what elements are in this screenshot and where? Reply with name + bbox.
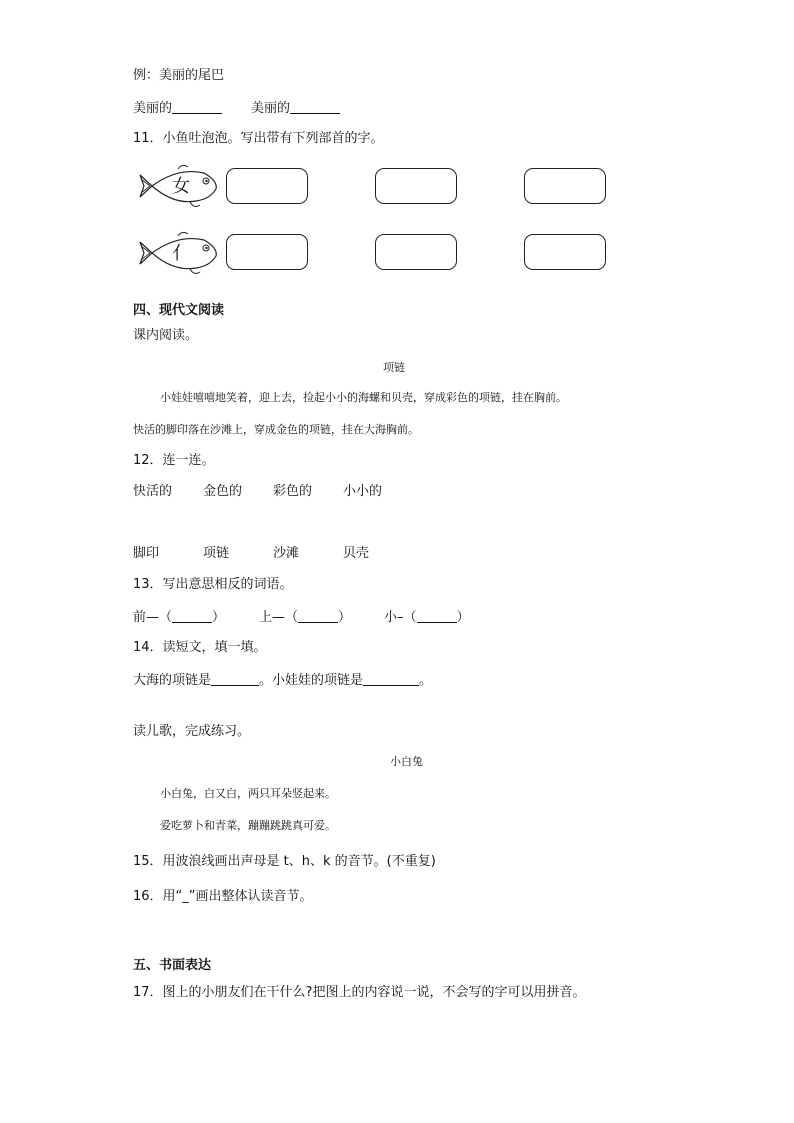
match-top-word-1[interactable]: 快活的 xyxy=(133,484,173,499)
antonym-prefix-1: 前—（ xyxy=(133,610,173,625)
antonym-prefix-3: 小–（ xyxy=(384,610,417,625)
antonym-blank-1[interactable] xyxy=(172,610,212,623)
necklace-blank-2[interactable] xyxy=(363,673,419,686)
poem-intro: 读儿歌，完成练习。 xyxy=(133,724,251,739)
section-4-title: 四、现代文阅读 xyxy=(133,303,225,318)
antonym-item-3 xyxy=(384,610,470,624)
section-5-title: 五、书面表达 xyxy=(133,958,212,973)
question-16-title: 16．用“_”画出整体认读音节。 xyxy=(133,889,313,904)
fill-part-1: 大海的项链是 xyxy=(133,673,212,688)
antonym-close-3: ） xyxy=(456,610,470,625)
passage-line-2: 快活的脚印落在沙滩上，穿成金色的项链，挂在大海胸前。 xyxy=(133,423,419,436)
antonym-item-2 xyxy=(259,610,351,624)
question-14-fill-row xyxy=(133,673,432,687)
radical-label-1: 女 xyxy=(172,176,190,197)
antonym-blank-2[interactable] xyxy=(298,610,338,623)
fill-blank-2[interactable] xyxy=(290,101,340,114)
answer-box-2-3[interactable] xyxy=(524,234,606,270)
necklace-blank-1[interactable] xyxy=(211,673,259,686)
answer-box-2-2[interactable] xyxy=(375,234,457,270)
question-14-title: 14．读短文，填一填。 xyxy=(133,640,267,655)
radical-label-2: 亻 xyxy=(172,243,190,264)
answer-box-1-3[interactable] xyxy=(524,168,606,204)
poem-line-1: 小白兔，白又白，两只耳朵竖起来。 xyxy=(160,787,336,800)
fill-part-2: 。小娃娃的项链是 xyxy=(259,673,364,688)
match-bottom-word-3[interactable]: 沙滩 xyxy=(273,546,300,561)
blank-prefix-1: 美丽的 xyxy=(133,101,173,116)
fish-icon xyxy=(138,228,218,278)
antonym-blank-3[interactable] xyxy=(417,610,457,623)
fill-blank-1[interactable] xyxy=(172,101,222,114)
match-top-word-4[interactable]: 小小的 xyxy=(343,484,383,499)
antonym-close-2: ） xyxy=(338,610,352,625)
fill-part-3: 。 xyxy=(419,673,433,688)
example-blank-row-1 xyxy=(133,101,222,115)
antonym-item-1 xyxy=(133,610,225,624)
match-bottom-word-2[interactable]: 项链 xyxy=(203,546,230,561)
match-top-word-3[interactable]: 彩色的 xyxy=(273,484,313,499)
example-blank-row-2 xyxy=(251,101,340,115)
section-4-intro: 课内阅读。 xyxy=(133,328,199,343)
question-12-title: 12．连一连。 xyxy=(133,453,215,468)
poem-title: 小白兔 xyxy=(390,755,423,768)
antonym-close-1: ） xyxy=(212,610,226,625)
question-15-title: 15．用波浪线画出声母是 t、h、k 的音节。(不重复) xyxy=(133,854,436,869)
poem-line-2: 爱吃萝卜和青菜，蹦蹦跳跳真可爱。 xyxy=(160,819,336,832)
example-text: 例：美丽的尾巴 xyxy=(133,68,225,83)
blank-prefix-2: 美丽的 xyxy=(251,101,291,116)
passage-line-1: 小娃娃嘻嘻地笑着，迎上去，捡起小小的海螺和贝壳，穿成彩色的项链，挂在胸前。 xyxy=(160,391,567,404)
question-17-title: 17．图上的小朋友们在干什么?把图上的内容说一说，不会写的字可以用拼音。 xyxy=(133,985,586,1000)
antonym-prefix-2: 上—（ xyxy=(259,610,299,625)
question-11-title: 11．小鱼吐泡泡。写出带有下列部首的字。 xyxy=(133,131,384,146)
answer-box-1-1[interactable] xyxy=(226,168,308,204)
passage-title: 项链 xyxy=(383,361,405,374)
answer-box-1-2[interactable] xyxy=(375,168,457,204)
question-13-title: 13．写出意思相反的词语。 xyxy=(133,577,293,592)
fish-icon xyxy=(138,161,218,211)
match-top-word-2[interactable]: 金色的 xyxy=(203,484,243,499)
answer-box-2-1[interactable] xyxy=(226,234,308,270)
match-bottom-word-4[interactable]: 贝壳 xyxy=(343,546,370,561)
match-bottom-word-1[interactable]: 脚印 xyxy=(133,546,160,561)
